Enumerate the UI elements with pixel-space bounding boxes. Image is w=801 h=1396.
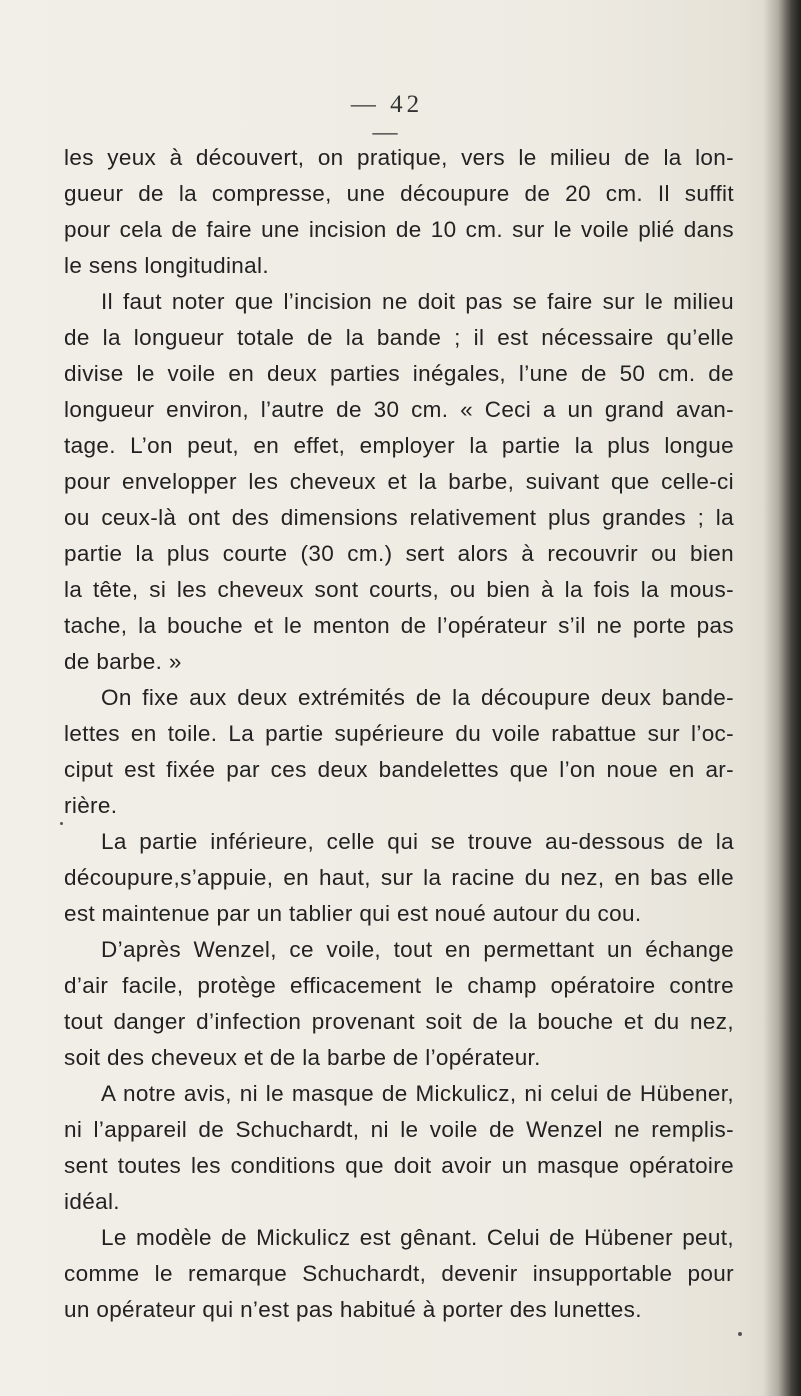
text-line: lettes en toile. La partie supérieure du voile rabattue sur l’oc- bbox=[64, 721, 734, 746]
text-line: ou ceux-là ont des dimensions relativement plus grandes ; la bbox=[64, 505, 734, 530]
ink-speck bbox=[738, 1332, 742, 1336]
text-line: ni l’appareil de Schuchardt, ni le voile de Wenzel ne remplis- bbox=[64, 1117, 734, 1142]
text-line: rière. bbox=[64, 793, 118, 818]
text-line: les yeux à découvert, on pratique, vers le milieu de la lon- bbox=[64, 145, 734, 170]
text-line: D’après Wenzel, ce voile, tout en permettant un échange bbox=[101, 937, 734, 962]
text-line: tout danger d’infection provenant soit de la bouche et du nez, bbox=[64, 1009, 734, 1034]
page-binding-edge bbox=[763, 0, 801, 1396]
text-line: partie la plus courte (30 cm.) sert alors à recouvrir ou bien bbox=[64, 541, 734, 566]
text-line: La partie inférieure, celle qui se trouve au-dessous de la bbox=[101, 829, 734, 854]
page-number: — 42 — bbox=[350, 91, 424, 146]
text-line: divise le voile en deux parties inégales, l’une de 50 cm. de bbox=[64, 361, 734, 386]
text-line: pour envelopper les cheveux et la barbe, suivant que celle-ci bbox=[64, 469, 734, 494]
text-line: Le modèle de Mickulicz est gênant. Celui de Hübener peut, bbox=[101, 1225, 734, 1250]
text-line: le sens longitudinal. bbox=[64, 253, 269, 278]
text-line: pour cela de faire une incision de 10 cm. sur le voile plié dans bbox=[64, 217, 734, 242]
text-line: soit des cheveux et de la barbe de l’opérateur. bbox=[64, 1045, 541, 1070]
text-line: est maintenue par un tablier qui est noué autour du cou. bbox=[64, 901, 642, 926]
text-line: gueur de la compresse, une découpure de 20 cm. Il suffit bbox=[64, 181, 734, 206]
text-line: de la longueur totale de la bande ; il est nécessaire qu’elle bbox=[64, 325, 734, 350]
text-line: d’air facile, protège efficacement le champ opératoire contre bbox=[64, 973, 734, 998]
text-line: A notre avis, ni le masque de Mickulicz, ni celui de Hübener, bbox=[101, 1081, 734, 1106]
text-line: découpure,s’appuie, en haut, sur la racine du nez, en bas elle bbox=[64, 865, 734, 890]
ink-speck bbox=[60, 822, 63, 825]
text-line: sent toutes les conditions que doit avoir un masque opératoire bbox=[64, 1153, 734, 1178]
text-line: tage. L’on peut, en effet, employer la partie la plus longue bbox=[64, 433, 734, 458]
text-line: comme le remarque Schuchardt, devenir insupportable pour bbox=[64, 1261, 734, 1286]
text-line: On fixe aux deux extrémités de la découpure deux bande- bbox=[101, 685, 734, 710]
text-line: longueur environ, l’autre de 30 cm. « Ceci a un grand avan- bbox=[64, 397, 734, 422]
text-line: Il faut noter que l’incision ne doit pas se faire sur le milieu bbox=[101, 289, 734, 314]
text-line: un opérateur qui n’est pas habitué à porter des lunettes. bbox=[64, 1297, 642, 1322]
text-line: la tête, si les cheveux sont courts, ou bien à la fois la mous- bbox=[64, 577, 734, 602]
text-line: ciput est fixée par ces deux bandelettes que l’on noue en ar- bbox=[64, 757, 734, 782]
text-line: tache, la bouche et le menton de l’opérateur s’il ne porte pas bbox=[64, 613, 734, 638]
text-line: idéal. bbox=[64, 1189, 120, 1214]
text-line: de barbe. » bbox=[64, 649, 182, 674]
